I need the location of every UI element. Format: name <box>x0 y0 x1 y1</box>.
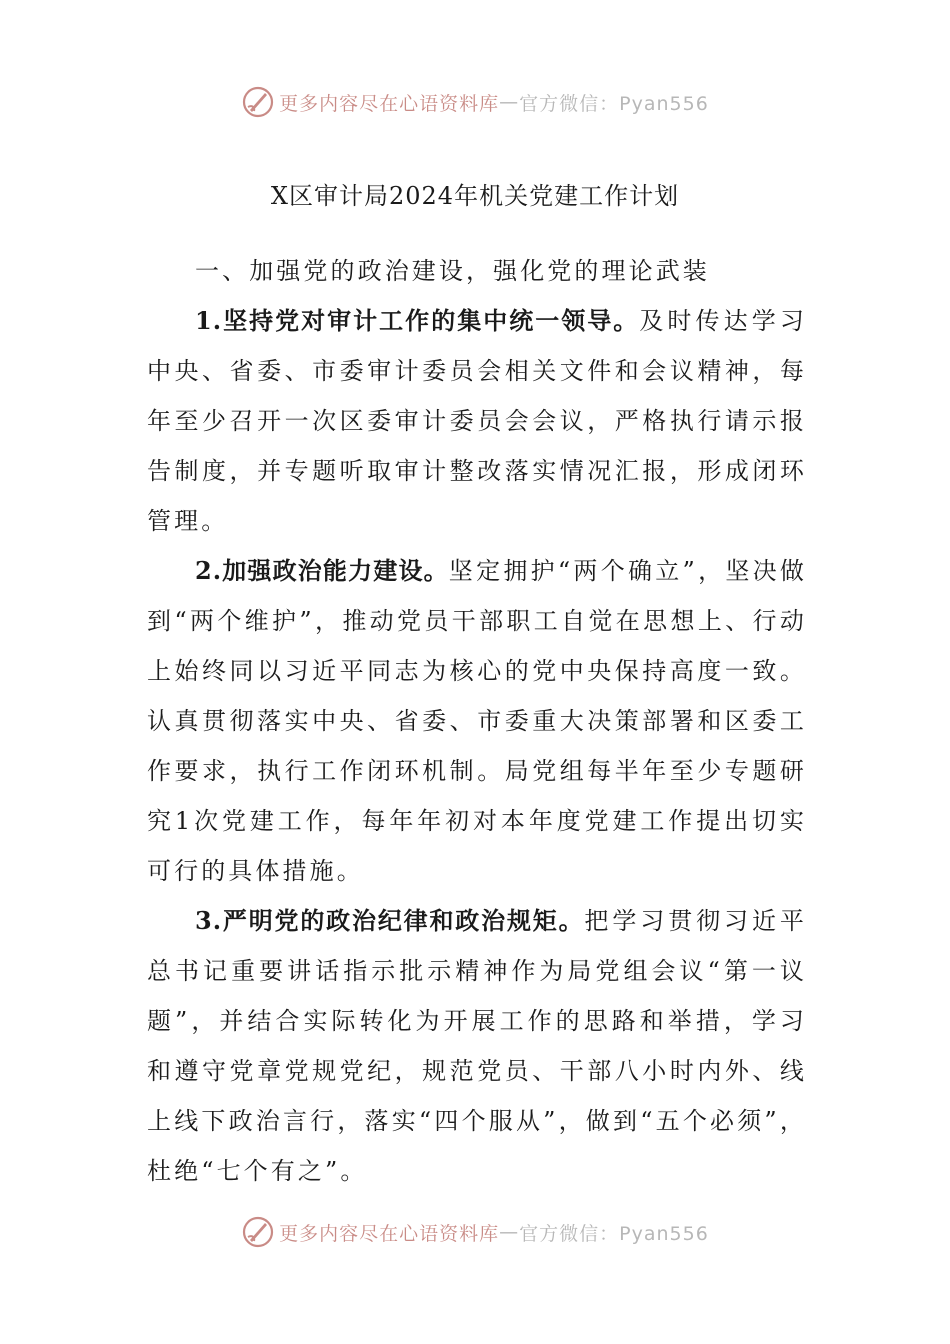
section-heading: 一、加强党的政治建设，强化党的理论武装 <box>195 257 710 285</box>
paragraph-item-2 <box>147 546 807 896</box>
item-text: 把学习贯彻习近平总书记重要讲话指示批示精神作为局党组会议“第一议题”，并结合实际转化为开展工作的思路和举措，学习和遵守党章党规党纪，规范党员、干部八小时内外、线上线下政治言行，落实“四个服从”，做到“五个必须”，杜绝“七个有之”。 <box>147 907 807 1185</box>
item-heading: 3.严明党的政治纪律和政治规矩。 <box>195 906 585 935</box>
watermark-banner-bottom <box>0 1212 950 1252</box>
item-text: 及时传达学习中央、省委、市委审计委员会相关文件和会议精神，每年至少召开一次区委审计委员会会议，严格执行请示报告制度，并专题听取审计整改落实情况汇报，形成闭环管理。 <box>147 307 807 535</box>
item-text: 坚定拥护“两个确立”，坚决做到“两个维护”，推动党员干部职工自觉在思想上、行动上始终同以习近平同志为核心的党中央保持高度一致。认真贯彻落实中央、省委、市委重大决策部署和区委工作要求，执行工作闭环机制。局党组每半年至少专题研究1次党建工作，每年年初对本年度党建工作提出切实可行的具体措施。 <box>147 557 807 885</box>
paragraph-item-1 <box>147 296 807 546</box>
document-body <box>147 246 807 1196</box>
item-heading: 2.加强政治能力建设。 <box>195 556 449 585</box>
document-title: X区审计局2024年机关党建工作计划 <box>270 182 680 210</box>
quill-pen-logo-icon <box>241 85 275 119</box>
watermark-dash: — <box>499 91 520 113</box>
watermark-right-text: 官方微信：Pyan556 <box>519 1222 709 1245</box>
watermark-banner-top <box>0 82 950 122</box>
watermark-left-text: 更多内容尽在心语资料库 <box>279 92 500 115</box>
watermark-left-text: 更多内容尽在心语资料库 <box>279 1222 500 1245</box>
watermark-right-text: 官方微信：Pyan556 <box>519 92 709 115</box>
watermark-dash: — <box>499 1221 520 1243</box>
quill-pen-logo-icon <box>241 1215 275 1249</box>
item-heading: 1.坚持党对审计工作的集中统一领导。 <box>195 306 640 335</box>
paragraph-item-3 <box>147 896 807 1196</box>
